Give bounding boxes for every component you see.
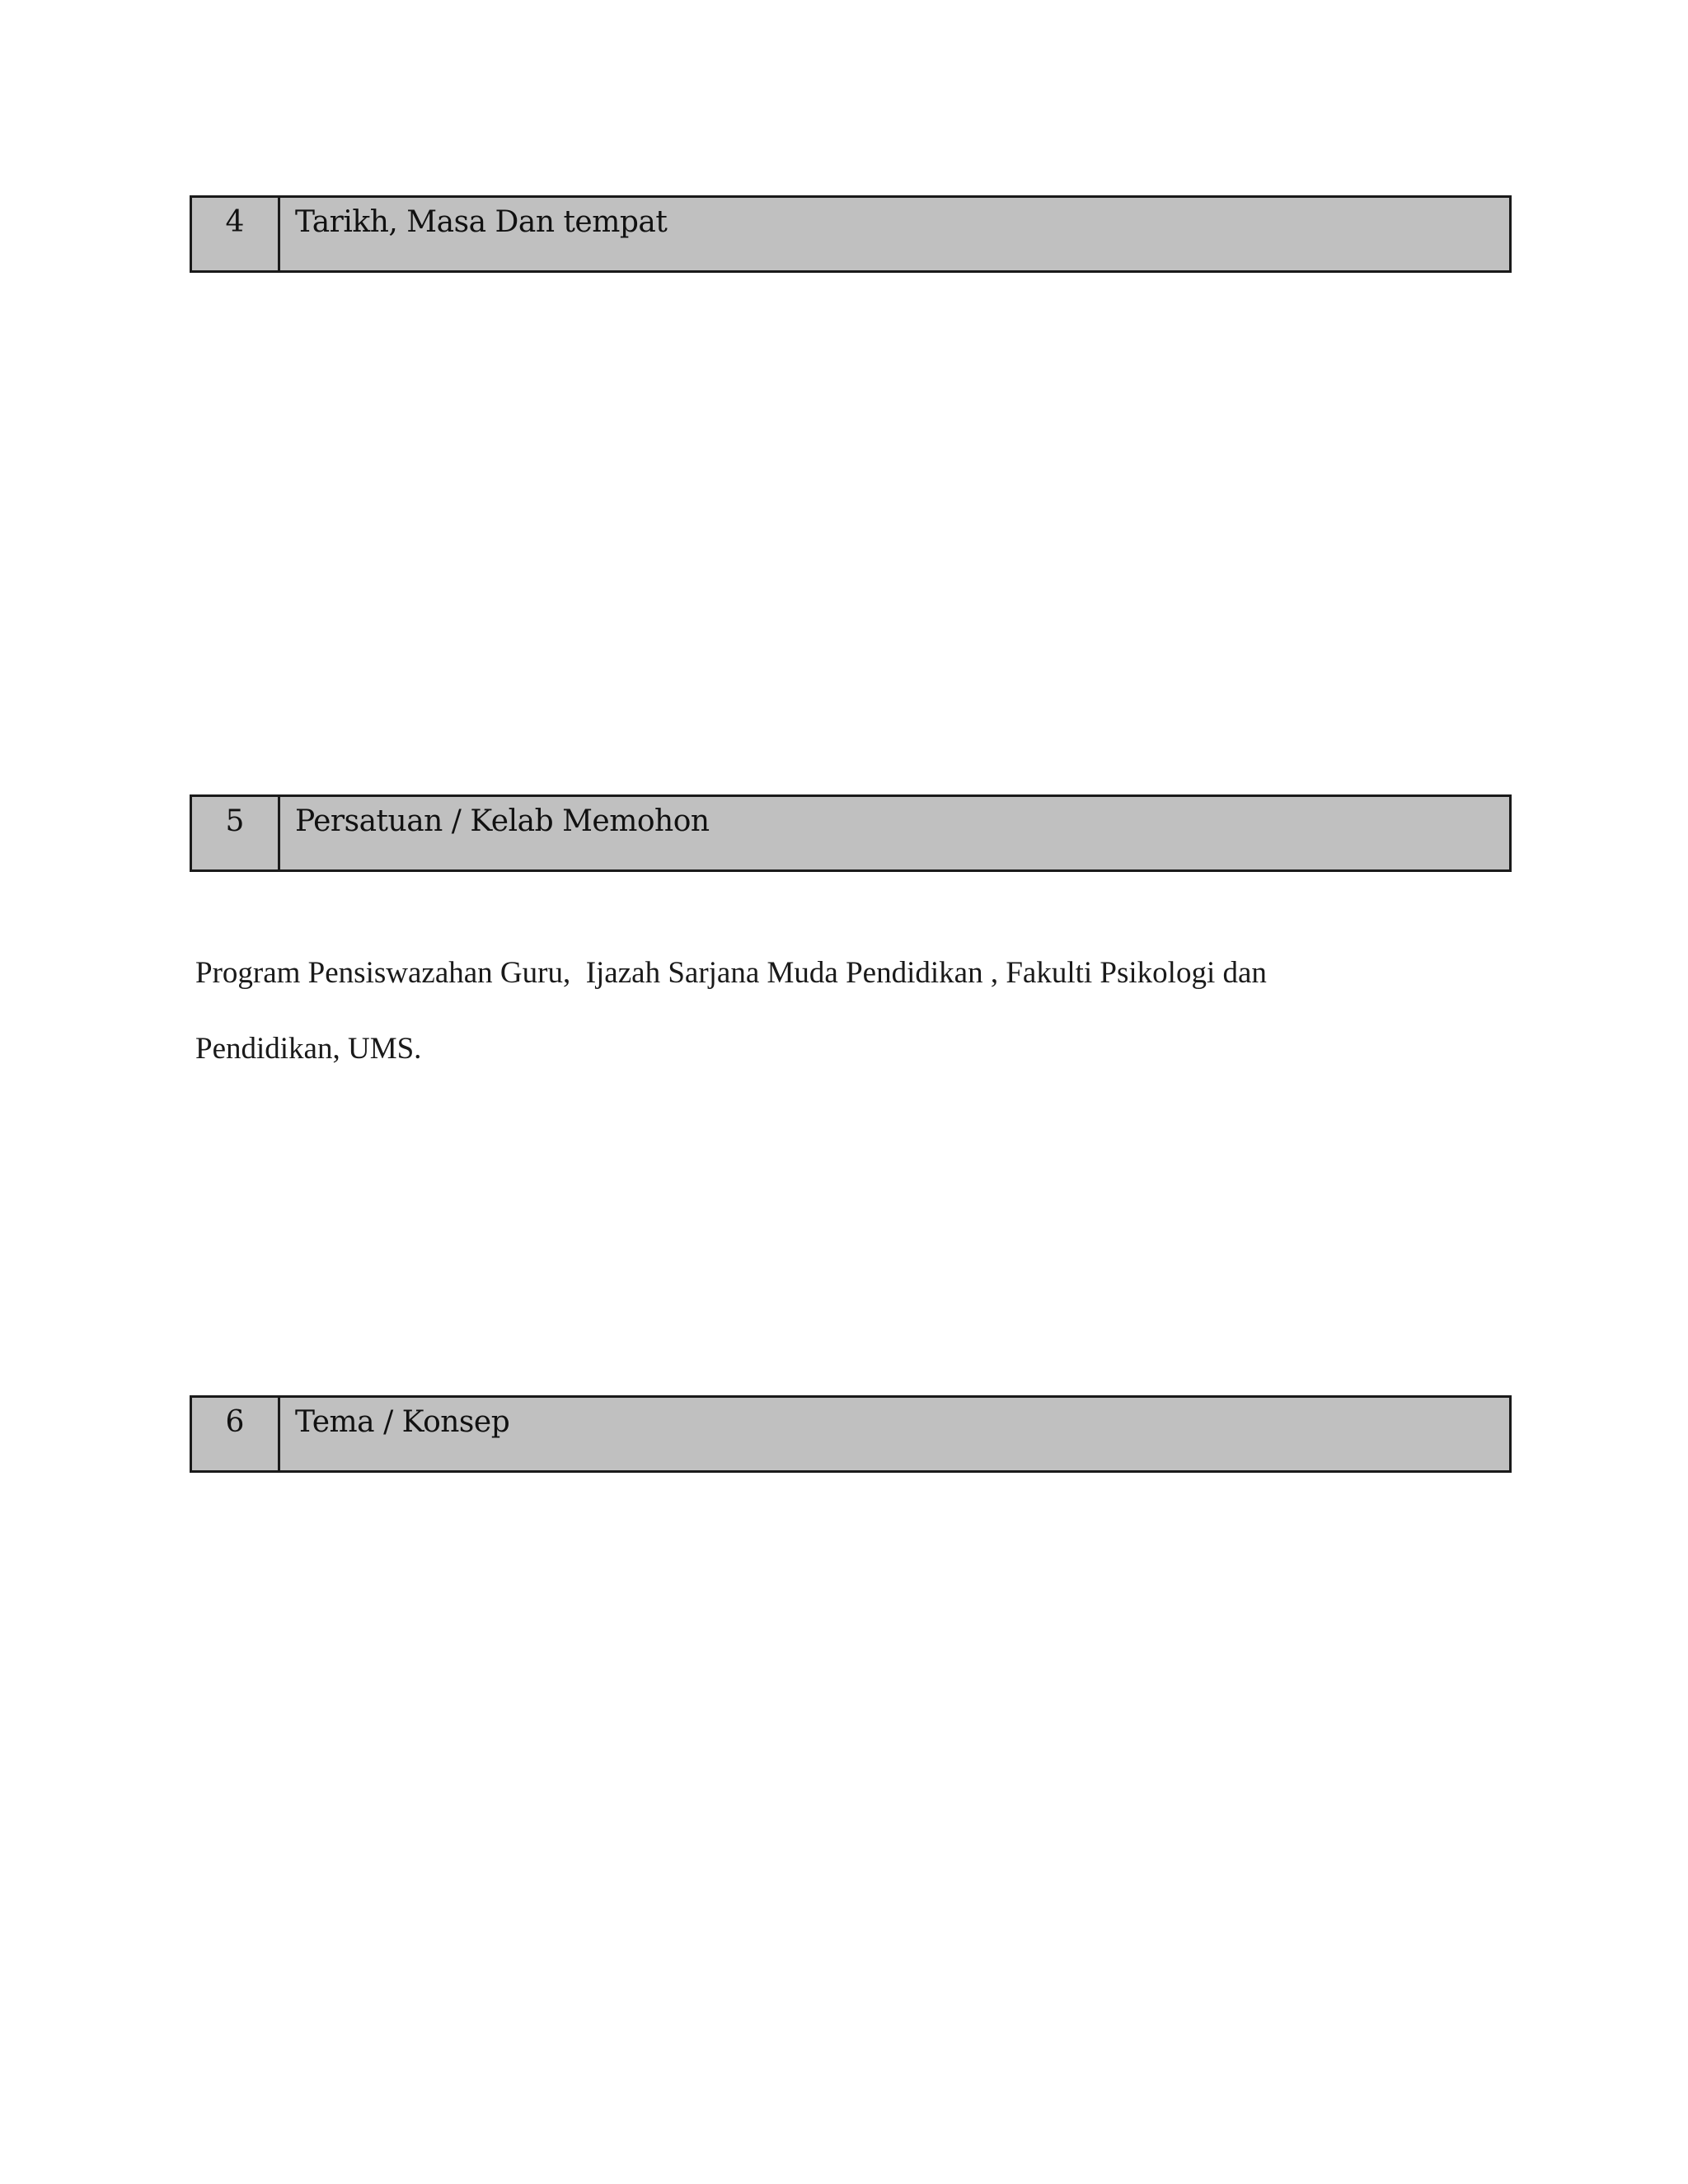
section-number: 5	[192, 797, 280, 869]
section-number: 4	[192, 198, 280, 270]
body-line: Pendidikan, UMS.	[195, 1032, 422, 1066]
body-line: Program Pensiswazahan Guru, Ijazah Sarjana Muda Pendidikan , Fakulti Psikologi dan	[195, 956, 1267, 990]
section-title: Tema / Konsep	[295, 1405, 510, 1439]
section-header-4	[190, 195, 1512, 273]
section-header-5	[190, 794, 1512, 872]
section-5-body	[195, 935, 1514, 1087]
section-header-6	[190, 1395, 1512, 1473]
section-title: Tarikh, Masa Dan tempat	[295, 205, 668, 239]
section-title: Persatuan / Kelab Memohon	[295, 804, 710, 838]
section-number: 6	[192, 1398, 280, 1470]
